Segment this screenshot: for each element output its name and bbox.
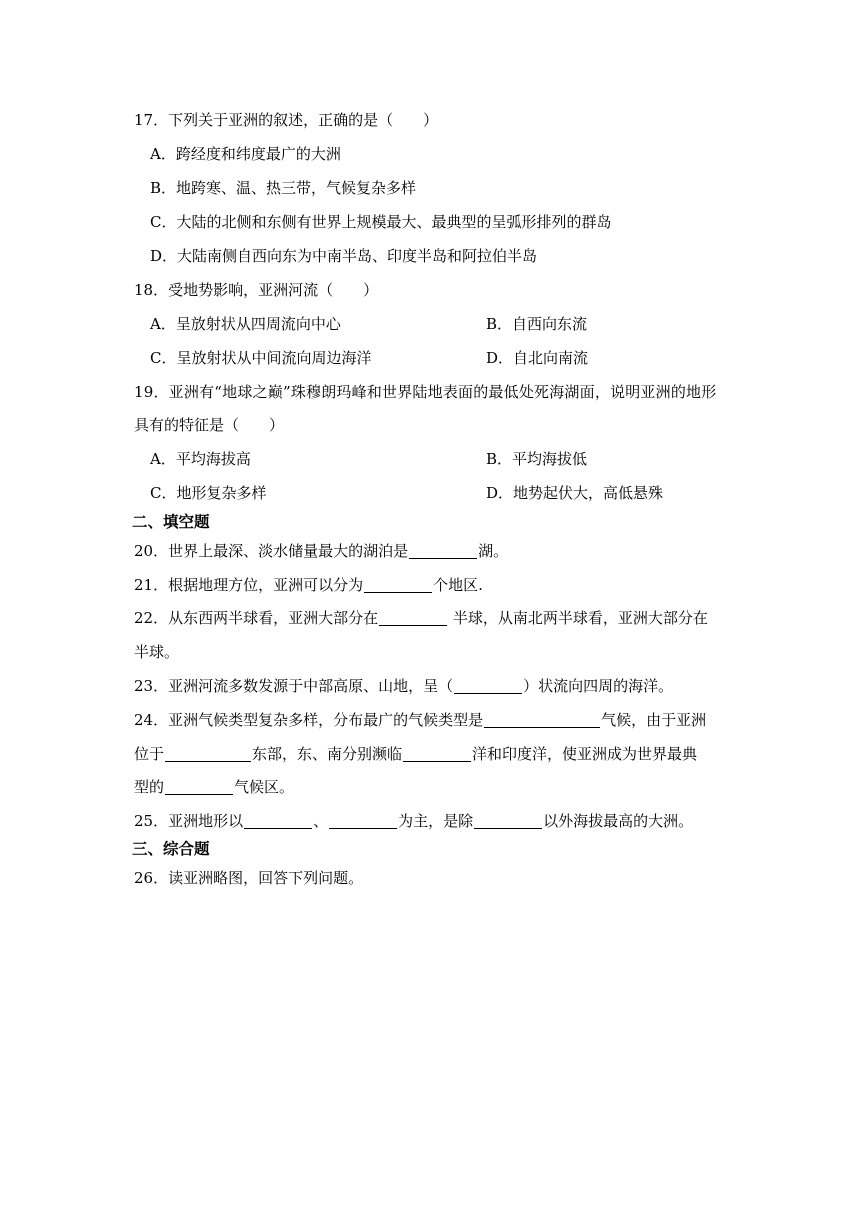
answer-blank[interactable] <box>244 812 312 829</box>
question-22-text-a: 22．从东西两半球看，亚洲大部分在 <box>134 609 379 627</box>
question-19-stem-line2: 具有的特征是（ ） <box>134 416 285 434</box>
question-17-option-c: C．大陆的北侧和东侧有世界上规模最大、最典型的呈弧形排列的群岛 <box>150 213 612 231</box>
answer-blank[interactable] <box>403 745 471 762</box>
question-18-option-a: A．呈放射状从四周流向中心 <box>150 315 341 333</box>
question-21 <box>134 575 483 595</box>
question-24-text-f: 型的 <box>134 778 165 796</box>
question-22-line1 <box>134 608 708 628</box>
question-17-stem: 17．下列关于亚洲的叙述，正确的是（ ） <box>134 111 439 129</box>
question-21-text-a: 21．根据地理方位，亚洲可以分为 <box>134 576 364 594</box>
question-19-option-d: D．地势起伏大，高低悬殊 <box>486 484 664 502</box>
question-21-text-b: 个地区. <box>433 576 483 594</box>
question-19-option-a: A．平均海拔高 <box>150 450 251 468</box>
question-24-text-b: 气候，由于亚洲 <box>601 711 707 729</box>
answer-blank[interactable] <box>364 576 432 593</box>
question-18-option-b: B．自西向东流 <box>486 315 588 333</box>
question-24-line3 <box>134 777 294 797</box>
question-22-text-b: 半球，从南北两半球看，亚洲大部分在 <box>448 609 708 627</box>
answer-blank[interactable] <box>329 812 397 829</box>
question-19-stem-line1: 19．亚洲有“地球之巅”珠穆朗玛峰和世界陆地表面的最低处死海湖面，说明亚洲的地形 <box>134 383 717 401</box>
question-18-stem: 18．受地势影响，亚洲河流（ ） <box>134 281 379 299</box>
question-20-text-b: 湖。 <box>478 542 509 560</box>
question-25-text-c: 为主，是除 <box>398 812 474 830</box>
question-17-option-d: D．大陆南侧自西向东为中南半岛、印度半岛和阿拉伯半岛 <box>150 247 538 265</box>
question-25-text-b: 、 <box>313 812 329 830</box>
question-24-text-d: 东部，东、南分别濒临 <box>252 745 403 763</box>
question-17-option-a: A．跨经度和纬度最广的大洲 <box>150 145 341 163</box>
question-23-text-a: 23．亚洲河流多数发源于中部高原、山地，呈（ <box>134 677 454 695</box>
question-26: 26．读亚洲略图，回答下列问题。 <box>134 869 364 887</box>
question-18-option-c: C．呈放射状从中间流向周边海洋 <box>150 349 372 367</box>
question-25-text-a: 25．亚洲地形以 <box>134 812 244 830</box>
question-25 <box>134 811 693 831</box>
question-19-option-c: C．地形复杂多样 <box>150 484 267 502</box>
question-24-text-a: 24．亚洲气候类型复杂多样，分布最广的气候类型是 <box>134 711 484 729</box>
question-24-text-c: 位于 <box>134 745 165 763</box>
question-24-text-e: 洋和印度洋，使亚洲成为世界最典 <box>472 745 698 763</box>
answer-blank[interactable] <box>379 609 447 626</box>
answer-blank[interactable] <box>165 745 251 762</box>
question-24-line2 <box>134 744 697 764</box>
section-heading-comprehensive: 三、综合题 <box>132 840 210 858</box>
question-17-option-b: B．地跨寒、温、热三带，气候复杂多样 <box>150 179 417 197</box>
answer-blank[interactable] <box>409 542 477 559</box>
question-18-option-d: D．自北向南流 <box>486 349 589 367</box>
answer-blank[interactable] <box>474 812 542 829</box>
question-20-text-a: 20．世界上最深、淡水储量最大的湖泊是 <box>134 542 409 560</box>
question-22-line2: 半球。 <box>134 643 180 661</box>
question-23-text-b: ）状流向四周的海洋。 <box>523 677 674 695</box>
question-19-option-b: B．平均海拔低 <box>486 450 588 468</box>
question-25-text-d: 以外海拔最高的大洲。 <box>543 812 694 830</box>
question-24-text-g: 气候区。 <box>234 778 295 796</box>
answer-blank[interactable] <box>484 711 600 728</box>
section-heading-fill: 二、填空题 <box>132 513 210 531</box>
question-24-line1 <box>134 710 706 730</box>
answer-blank[interactable] <box>165 778 233 795</box>
question-23 <box>134 676 673 696</box>
answer-blank[interactable] <box>454 677 522 694</box>
question-20 <box>134 541 508 561</box>
